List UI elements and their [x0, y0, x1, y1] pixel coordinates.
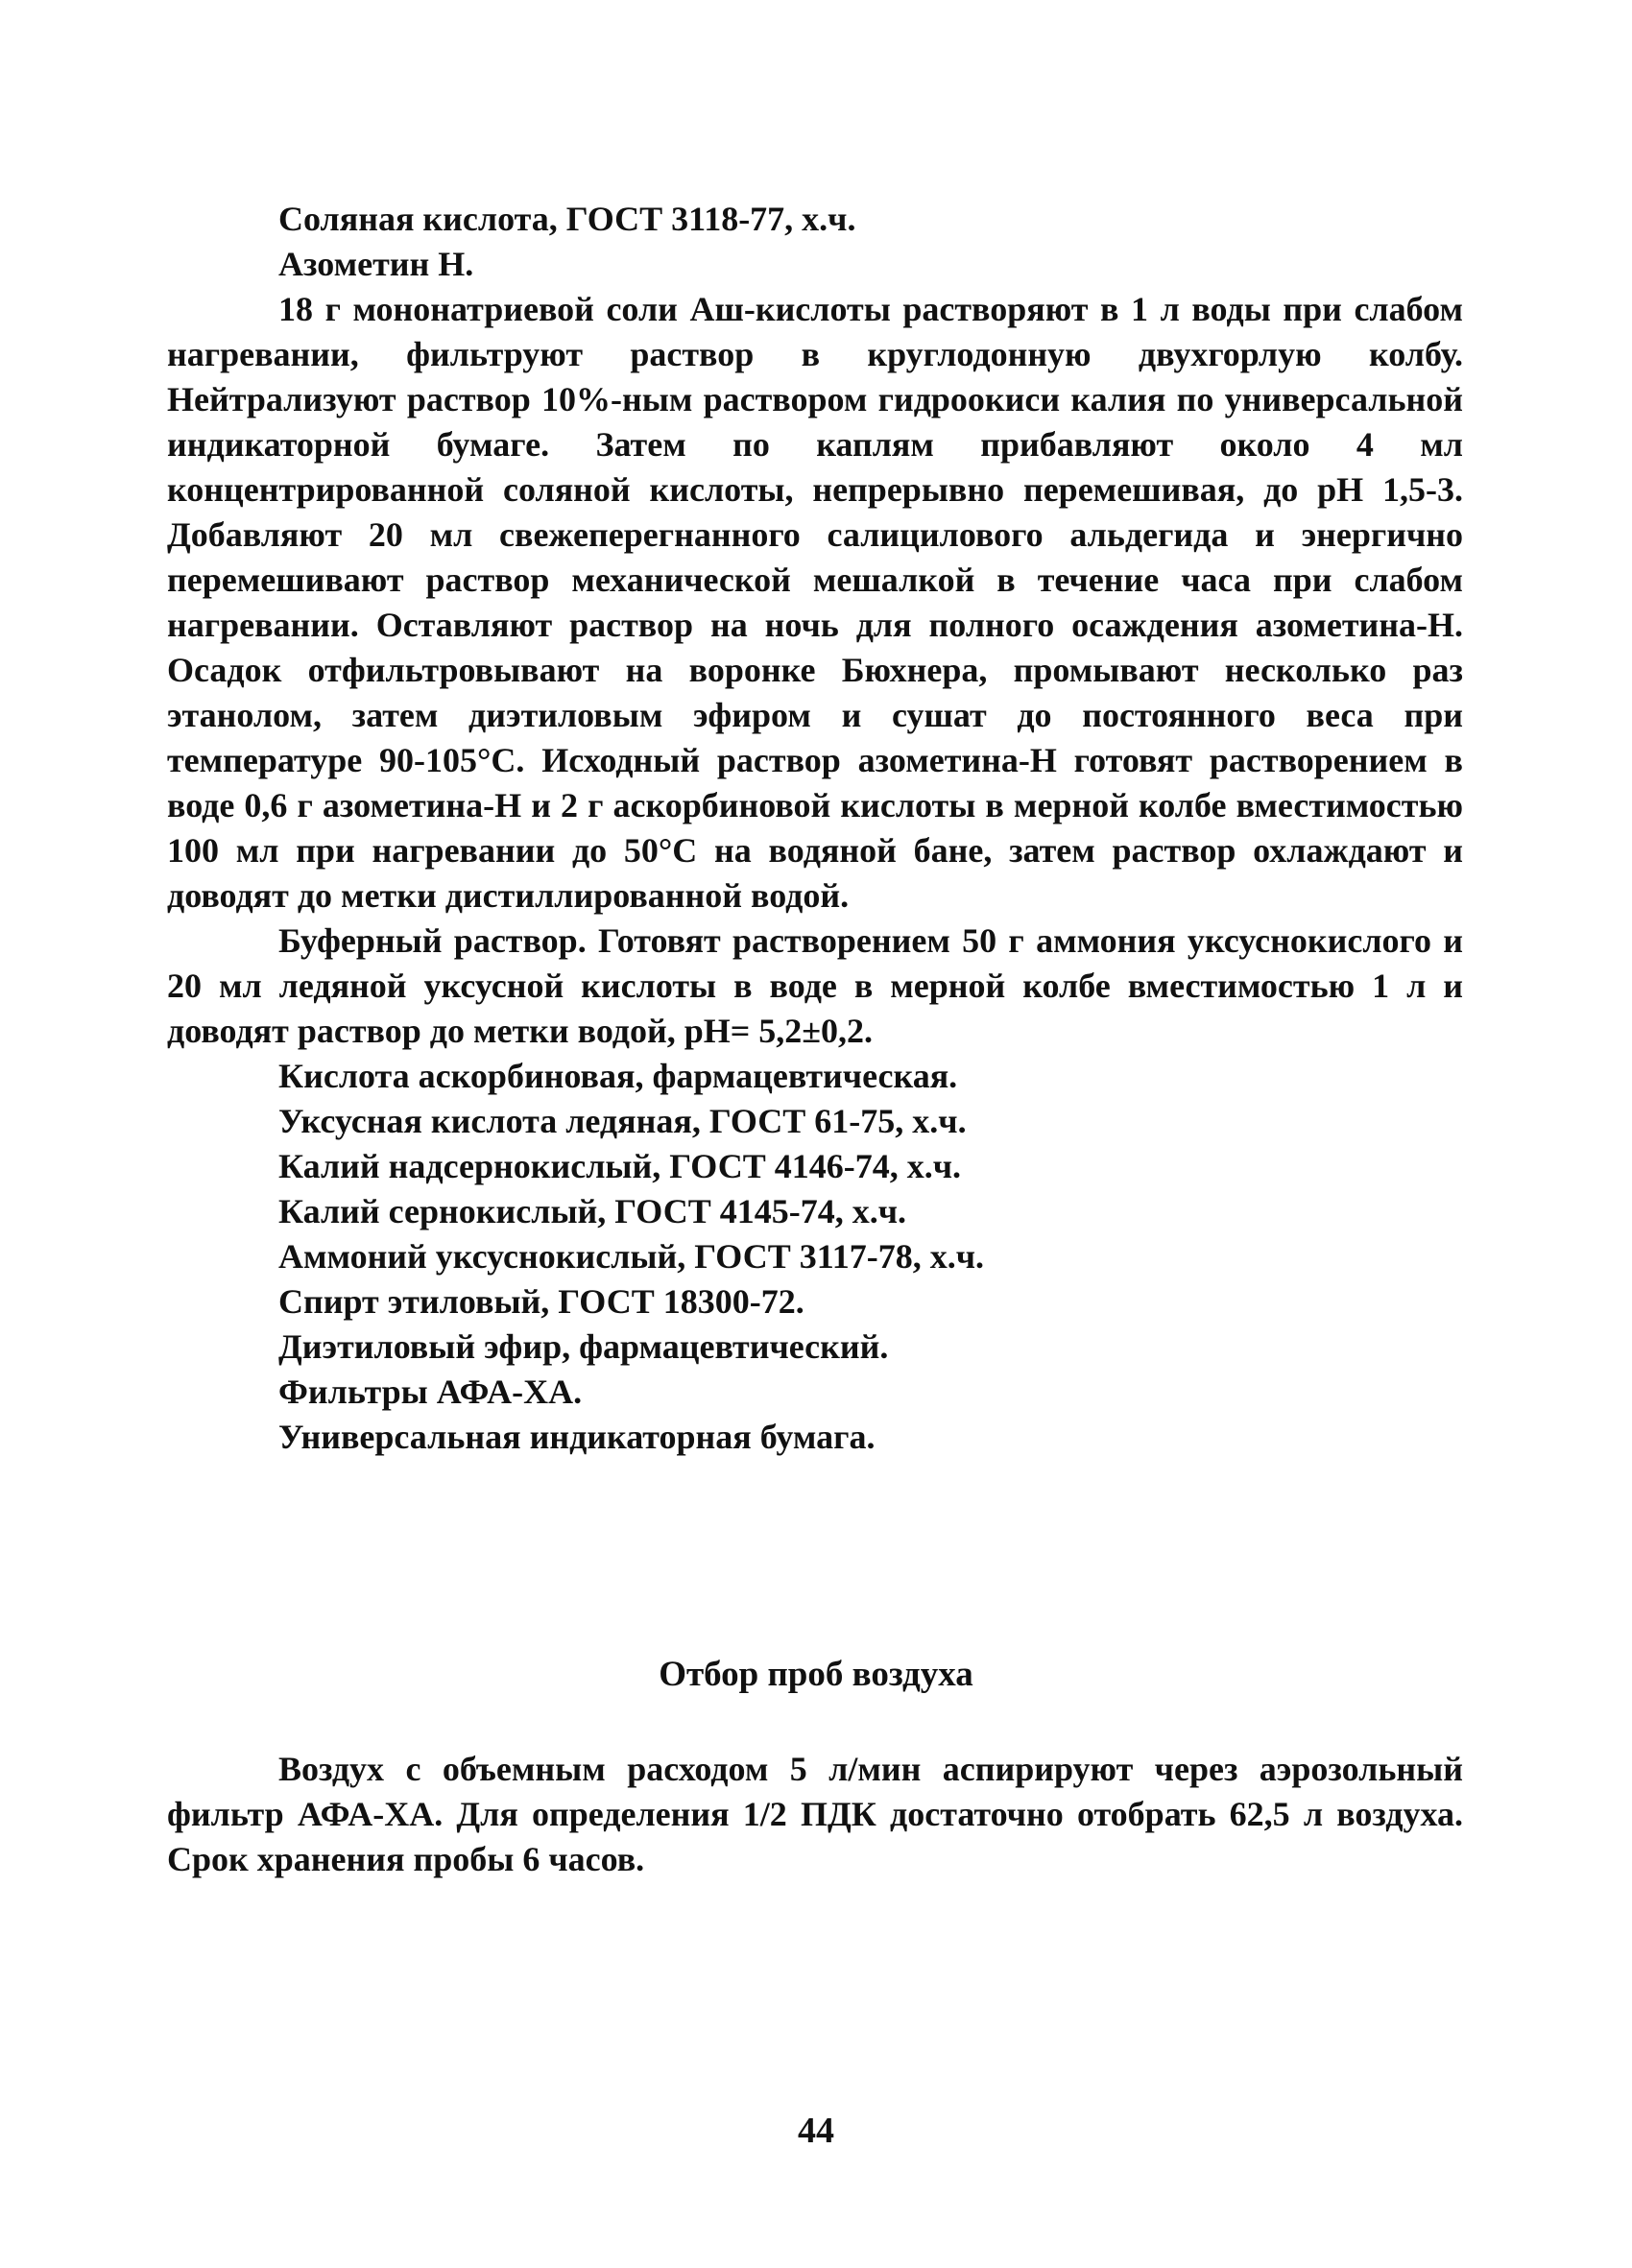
paragraph-buffer-solution: Буферный раствор. Готовят растворением 50 г аммония уксуснокислого и 20 мл ледяной уксусной кислоты в воде в мерной колбе вместимостью 1 л и доводят раствор до метки водой, pH= 5,2±0,2.	[167, 921, 1463, 1050]
reagent-item: Кислота аскорбиновая, фармацевтическая.	[278, 1057, 958, 1095]
reagent-item: Уксусная кислота ледяная, ГОСТ 61-75, х.ч.	[278, 1102, 967, 1140]
main-text-block	[167, 197, 1463, 1460]
section-title-air-sampling: Отбор проб воздуха	[659, 1655, 973, 1694]
sampling-block	[167, 1747, 1463, 1882]
paragraph-air-sampling: Воздух с объемным расходом 5 л/мин аспирируют через аэрозольный фильтр АФА-ХА. Для определения 1/2 ПДК достаточно отобрать 62,5 л воздуха. Срок хранения пробы 6 часов.	[167, 1750, 1463, 1878]
reagent-item: Фильтры АФА-ХА.	[278, 1373, 583, 1411]
reagent-item: Калий сернокислый, ГОСТ 4145-74, х.ч.	[278, 1192, 907, 1230]
reagent-item: Спирт этиловый, ГОСТ 18300-72.	[278, 1282, 804, 1321]
page-number: 44	[798, 2111, 834, 2151]
header-line-azomethine: Азометин Н.	[278, 245, 474, 283]
reagent-item: Аммоний уксуснокислый, ГОСТ 3117-78, х.ч.	[278, 1237, 985, 1276]
reagent-item: Универсальная индикаторная бумага.	[278, 1418, 876, 1456]
reagent-item: Диэтиловый эфир, фармацевтический.	[278, 1327, 889, 1366]
reagent-item: Калий надсернокислый, ГОСТ 4146-74, х.ч.	[278, 1147, 961, 1185]
header-line-hcl: Соляная кислота, ГОСТ 3118-77, х.ч.	[278, 200, 856, 238]
reagents-list	[167, 1054, 1463, 1460]
paragraph-azomethine-preparation: 18 г мононатриевой соли Аш-кислоты растворяют в 1 л воды при слабом нагревании, фильтруют раствор в круглодонную двухгорлую колбу. Нейтрализуют раствор 10%-ным раствором гидроокиси калия по универсальной индикаторной бумаге. Затем по каплям прибавляют около 4 мл концентрированной соляной кислоты, непрерывно перемешивая, до pH 1,5-3. Добавляют 20 мл свежеперегнанного салицилового альдегида и энергично перемешивают раствор механической мешалкой в течение часа при слабом нагревании. Оставляют раствор на ночь для полного осаждения азометина-Н. Осадок отфильтровывают на воронке Бюхнера, промывают несколько раз этанолом, затем диэтиловым эфиром и сушат до постоянного веса при температуре 90-105°С. Исходный раствор азометина-Н готовят растворением в воде 0,6 г азометина-Н и 2 г аскорбиновой кислоты в мерной колбе вместимостью 100 мл при нагревании до 50°С на водяной бане, затем раствор охлаждают и доводят до метки дистиллированной водой.	[167, 290, 1463, 915]
